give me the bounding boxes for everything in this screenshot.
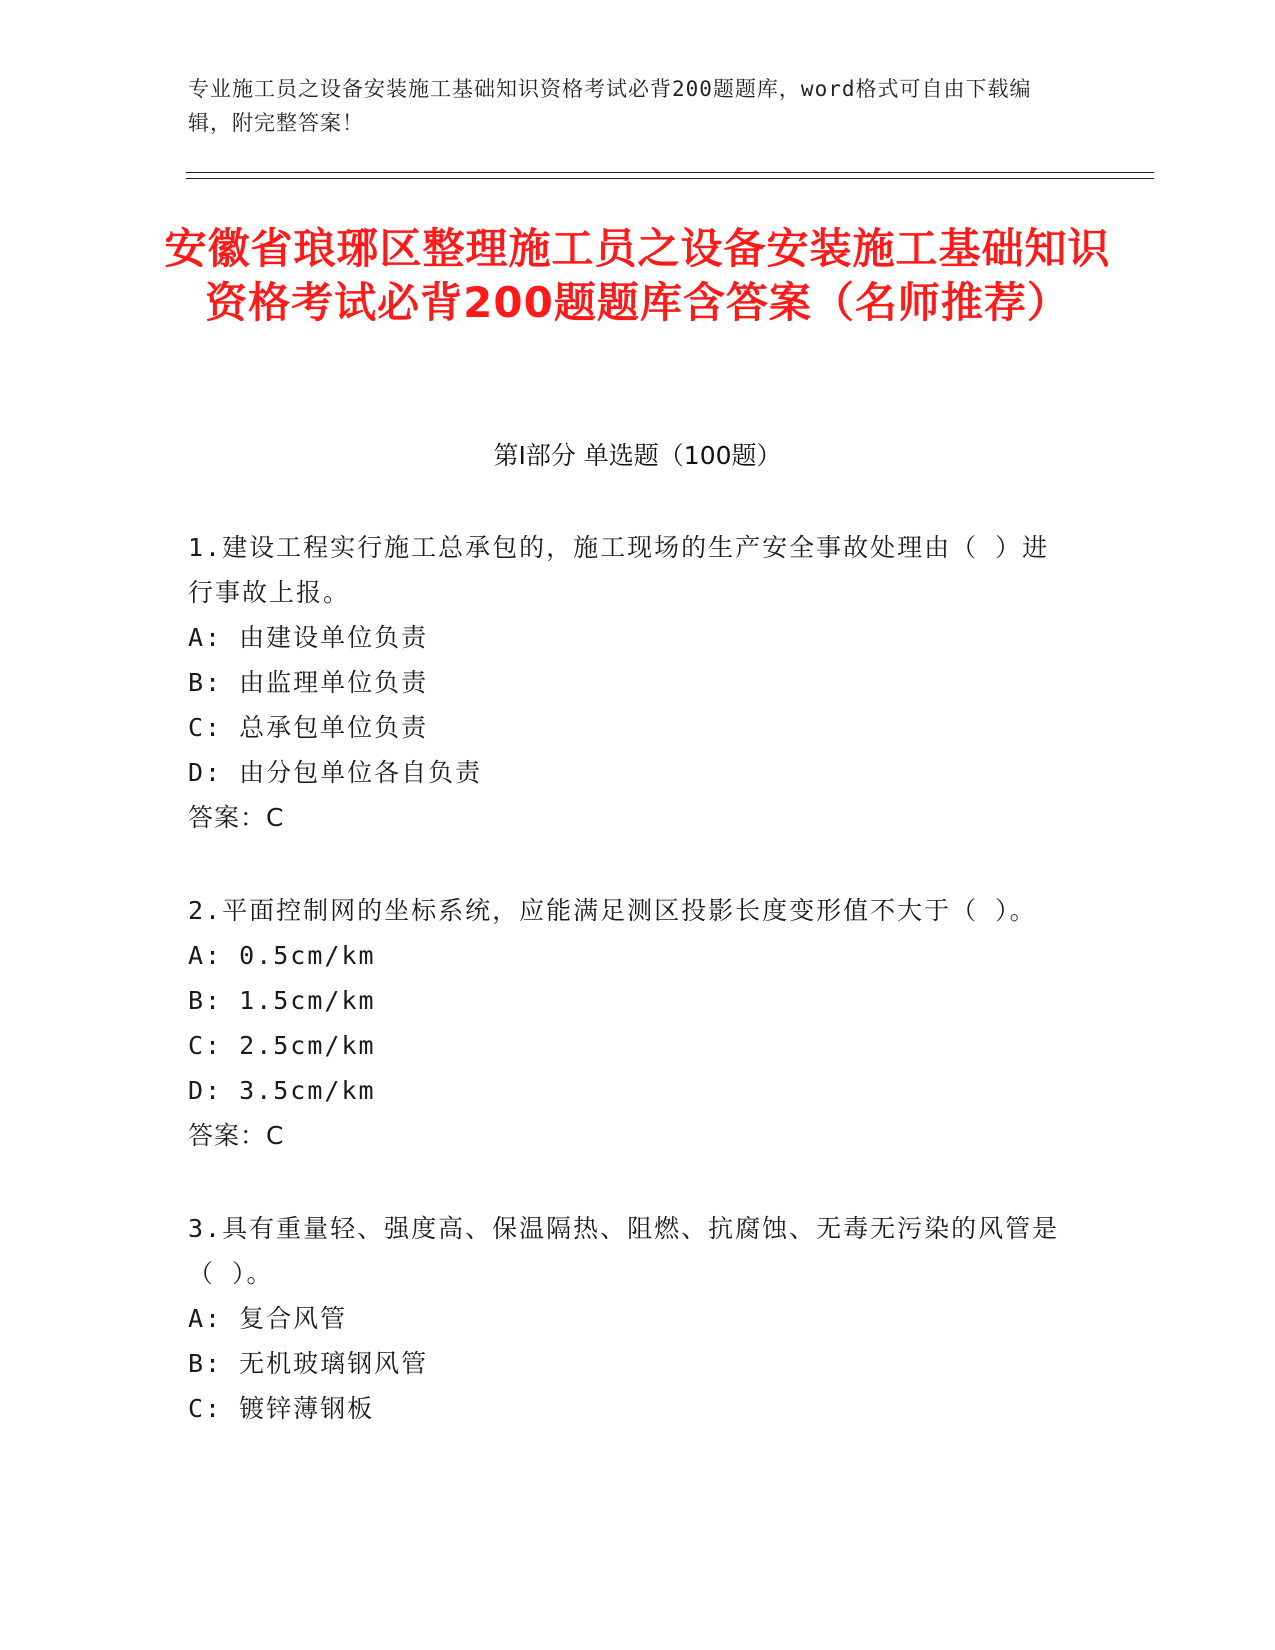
header-note: 专业施工员之设备安装施工基础知识资格考试必背200题题库，word格式可自由下载编辑，附完整答案！: [188, 77, 1032, 135]
question-list: [188, 525, 1068, 1479]
question-option: B: 1.5cm/km: [188, 986, 376, 1015]
question-option: A: 复合风管: [188, 1304, 348, 1333]
question-option: A: 0.5cm/km: [188, 941, 376, 970]
question-stem: 2.平面控制网的坐标系统，应能满足测区投影长度变形值不大于（ ）。: [188, 896, 1037, 925]
header-rule-top: [186, 172, 1154, 173]
question-stem: 1.建设工程实行施工总承包的，施工现场的生产安全事故处理由（ ）进行事故上报。: [188, 533, 1050, 607]
question-option: B: 无机玻璃钢风管: [188, 1349, 429, 1378]
question-answer: 答案：C: [188, 1121, 285, 1150]
question-option: B: 由监理单位负责: [188, 668, 429, 697]
question-item: [188, 1206, 1068, 1431]
question-option: C: 总承包单位负责: [188, 713, 429, 742]
document-title: 安徽省琅琊区整理施工员之设备安装施工基础知识资格考试必背200题题库含答案（名师推荐）: [164, 224, 1111, 327]
question-answer: 答案：C: [188, 803, 285, 832]
question-option: C: 2.5cm/km: [188, 1031, 376, 1060]
question-option: D: 由分包单位各自负责: [188, 758, 483, 787]
question-item: [188, 525, 1068, 840]
header-rule-bottom: [186, 178, 1154, 179]
question-item: [188, 888, 1068, 1158]
question-option: C: 镀锌薄钢板: [188, 1394, 375, 1423]
question-option: D: 3.5cm/km: [188, 1076, 376, 1105]
section-title: 第Ⅰ部分 单选题（100题）: [493, 441, 782, 470]
question-option: A: 由建设单位负责: [188, 623, 429, 652]
question-stem: 3.具有重量轻、强度高、保温隔热、阻燃、抗腐蚀、无毒无污染的风管是（ ）。: [188, 1214, 1060, 1288]
